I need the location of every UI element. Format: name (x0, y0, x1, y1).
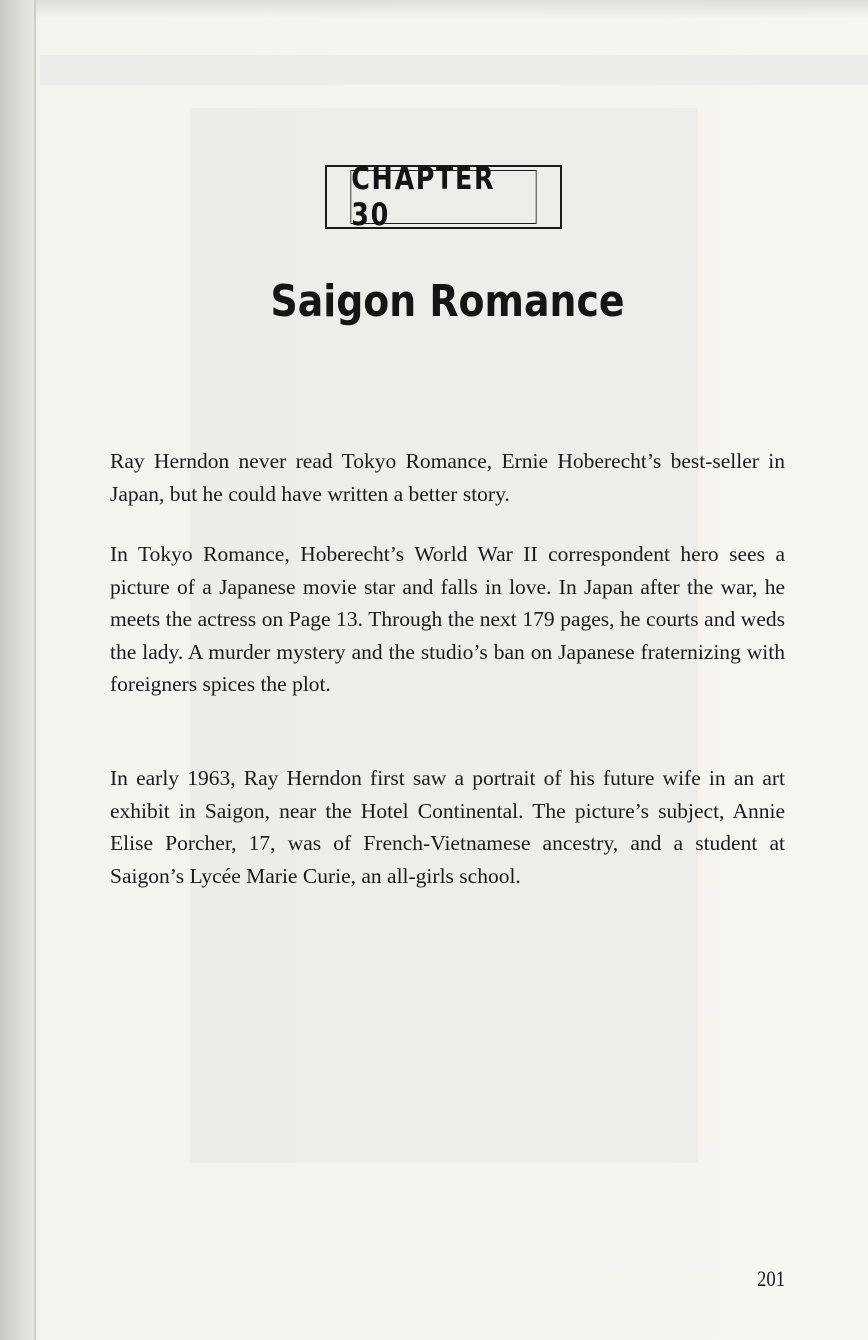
chapter-title: Saigon Romance (270, 276, 625, 327)
chapter-label-box (325, 161, 562, 233)
paragraph: Ray Herndon never read Tokyo Romance, Ernie Hoberecht’s best-seller in Japan, but he could have written a better story. (110, 449, 785, 506)
chapter-label: CHAPTER 30 (350, 170, 536, 224)
page-number: 201 (757, 1266, 786, 1291)
show-through-band (40, 55, 868, 85)
gutter-fold (34, 0, 36, 1340)
page-gutter (0, 0, 36, 1340)
paragraph: In early 1963, Ray Herndon first saw a portrait of his future wife in an art exhibit in Saigon, near the Hotel Continental. The picture’s subject, Annie Elise Porcher, 17, was of French-Vietnamese ancestry, and a student at Saigon’s Lycée Marie Curie, an all-girls school. (110, 766, 785, 888)
paragraph: In Tokyo Romance, Hoberecht’s World War II correspondent hero sees a picture of a Japanese movie star and falls in love. In Japan after the war, he meets the actress on Page 13. Through the next 179 pages, he courts and weds the lady. A murder mystery and the studio’s ban on Japanese fraternizing with foreigners spices the plot. (110, 542, 785, 696)
top-edge-shadow (36, 0, 868, 18)
